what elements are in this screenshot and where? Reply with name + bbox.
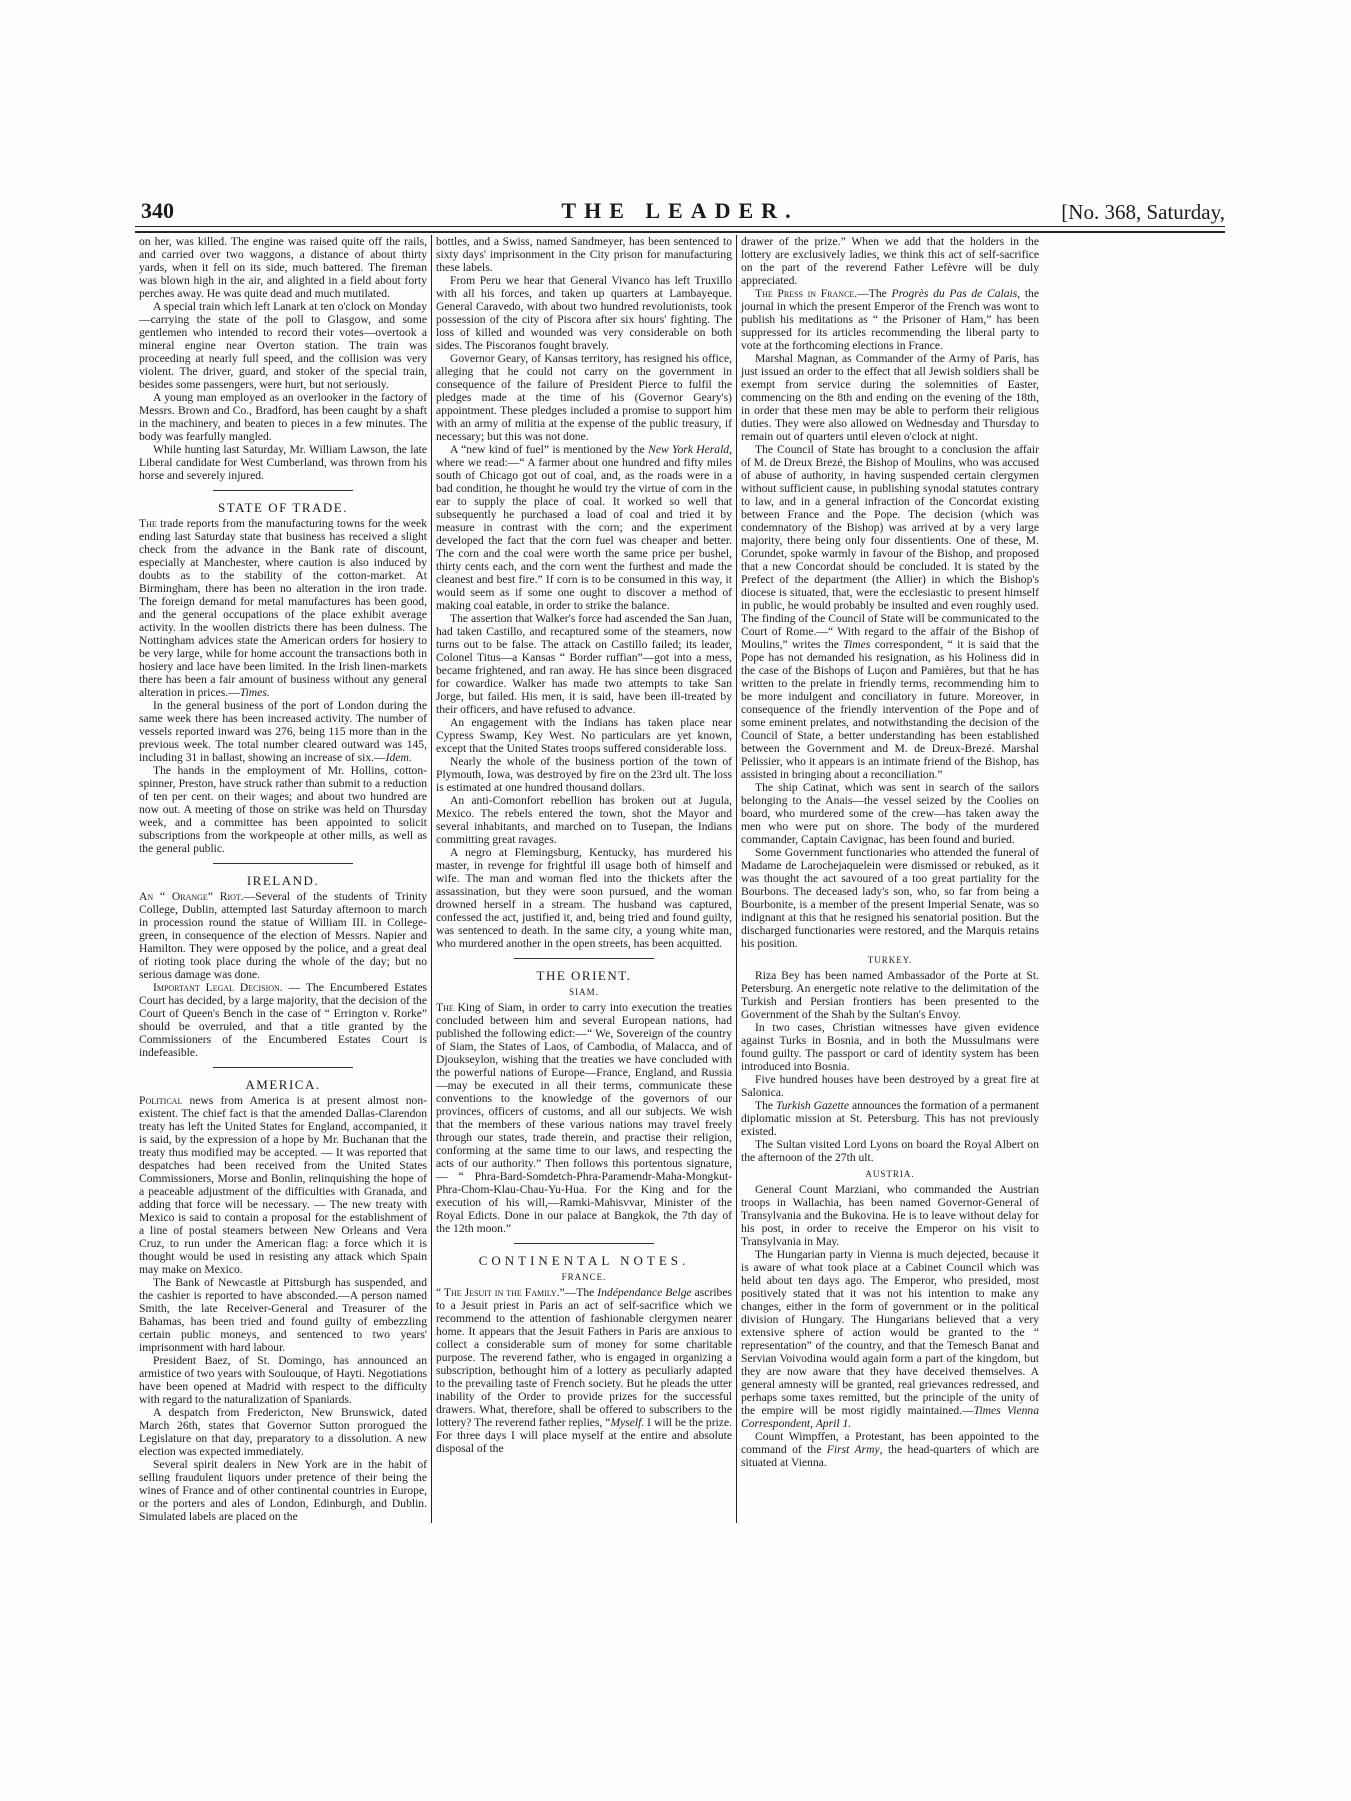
paragraph: General Count Marziani, who commanded the Austrian troops in Wallachia, has been named Governor-General of Transylvania and the Bukovina. He is to leave without delay for his post, in order to receive the Emperor on his visit to Transylvania in May. [741,1183,1039,1248]
paragraph [436,1286,732,1455]
paragraph [436,443,732,612]
paragraph: Nearly the whole of the business portion of the town of Plymouth, Iowa, was destroyed by fire on the 23rd ult. The loss is estimated at one hundred thousand dollars. [436,755,732,794]
paragraph-text: King of Siam, in order to carry into execution the treaties concluded between him and several European nations, had published the following edict:—“ We, Sovereign of the country of Siam, the States of Laos, of Cambodia, of Malacca, and of Djoukseylon, wishing that the treaties we have concluded with the powerful nations of Europe—France, England, and Russia—may be executed in all their terms, communicate these conventions to the knowledge of the governors of our provinces, officers of customs, and all our subjects. We wish that the members of these various nations may travel freely through our states, trade therein, and practise their religion, conforming at the same time to our laws, and respecting the acts of our authority.” Then follows this portentous signature, — “ Phra-Bard-Somdetch-Phra-Paramendr-Maha-Mongkut-Phra-Chom-Klau-Chau-Yu-Hua. For the King and for the execution of his will,—Ramki-Mahisvvar, Minister of the Royal Edicts. Done in our palace at Bangkok, the 7th day of the 12th moon.” [436,1001,732,1235]
lead-title: An “ Orange” Riot. [139,890,244,903]
column-2 [431,235,736,1523]
subheading-siam: SIAM. [569,987,599,997]
column-3 [736,235,1043,1523]
paragraph [741,443,1039,781]
emphasis: Myself. [610,1416,645,1429]
paragraph: An engagement with the Indians has taken place near Cypress Swamp, Key West. No particulars are yet known, except that the United States troops suffered considerable loss. [436,716,732,755]
paragraph: drawer of the prize.” When we add that the holders in the lottery are exclusively ladies, we think this act of self-sacrifice on the part of the reverend Father Lefèvre will be duly appreciated. [741,235,1039,287]
paragraph: An anti-Comonfort rebellion has broken out at Jugula, Mexico. The rebels entered the town, shot the Mayor and several inhabitants, and marched on to Tusepan, the Indians committing great ravages. [436,794,732,846]
paragraph-text: trade reports from the manufacturing towns for the week ending last Saturday state that business has received a slight check from the advance in the Bank rate of discount, especially at Manchester, where caution is also induced by doubts as to the stability of the cotton-market. At Birmingham, there has been no alteration in the iron trade. The foreign demand for metal manufactures has been good, and the general occupations of the place exhibit average activity. In the woollen districts there has been dulness. The Nottingham advices state the American orders for hosiery to be very large, while for home account the transactions both in hosiery and lace have been limited. In the Irish linen-markets there has been a fair amount of business without any general alteration in prices.— [139,517,427,699]
paragraph-text: A “new kind of fuel” is mentioned by the [450,443,649,456]
paragraph: Marshal Magnan, as Commander of the Army of Paris, has just issued an order to the effect that all Jewish soldiers shall be exempt from service during the solemnities of Easter, commencing on the 8th and ending on the evening of the 18th, in order that these men may be able to perform their religious duties. They were also allowed on Wednesday and Thursday to remain out of quarters until eleven o'clock at night. [741,352,1039,443]
source-citation: Progrès du Pas de Calais [891,287,1018,300]
paragraph-text: In the general business of the port of London during the same week there has been increased activity. The number of vessels reported inward was 276, being 115 more than in the previous week. The total number cleared outward was 145, including 31 in ballast, showing an increase of six.— [139,699,427,764]
source-citation: Indépendance Belge [597,1286,692,1299]
section-divider [213,863,353,864]
section-heading-state-of-trade: STATE OF TRADE. [218,500,348,515]
section-divider [514,1243,654,1244]
source-citation: New York Herald [648,443,730,456]
paragraph [139,699,427,764]
issue-info: [No. 368, Saturday, [1061,200,1225,224]
paragraph: A despatch from Fredericton, New Brunswick, dated March 26th, states that Governor Sutton prorogued the Legislature on that day, preparatory to a dissolution. A new election was expected immediately. [139,1406,427,1458]
paragraph-text: , where we read:—“ A farmer about one hundred and fifty miles south of Chicago got out of coal, and, as the roads were in a bad condition, he thought he would try the virtue of corn in the ear to supply the place of coal. It worked so well that subsequently he purchased a load of coal and tried it by measure in contrast with the corn; and the experiment developed the fact that the corn fuel was cheaper and better. The corn and the coal were worth the same price per bushel, thirty cents each, and the corn went the furthest and made the cleanest and best fire.” If corn is to be consumed in this way, it would seem as if some one ought to discover a method of making coal eatable, in order to strike the balance. [436,443,733,612]
paragraph: The assertion that Walker's force had ascended the San Juan, had taken Castillo, and recaptured some of the steamers, now turns out to be false. The attack on Castillo failed; its leader, Colonel Titus—a Kansas “ Border ruffian”—got into a mess, became frightened, and ran away. He has since been disgraced for cowardice. Walker has made two attempts to take San Jorge, but failed. His men, it is said, have been ill-treated by their officers, and have refused to advance. [436,612,732,716]
paragraph [741,287,1039,352]
page-number: 340 [141,198,174,223]
paragraph [436,1001,732,1235]
paragraph: Governor Geary, of Kansas territory, has resigned his office, alleging that he could not carry on the government in consequence of the failure of President Pierce to fulfil the pledges made at the time of his (Governor Geary's) appointment. These pledges included a promise to support him with an army of militia at the expense of the public treasury, if necessary; but this was not done. [436,352,732,443]
paragraph-text: announces the formation of a permanent diplomatic mission at St. Petersburg. This has not previously existed. [741,1099,1039,1138]
paragraph: on her, was killed. The engine was raised quite off the rails, and carried over two waggons, a distance of about thirty yards, when it fell on its side, much battered. The fireman was blown high in the air, and alighted in a field about forty perches away. He was quite dead and much mutilated. [139,235,427,300]
paragraph-text: , the head-quarters of which are situated at Vienna. [741,1443,1039,1469]
paragraph: While hunting last Saturday, Mr. William Lawson, the late Liberal candidate for West Cumberland, was thrown from his horse and severely injured. [139,443,427,482]
paragraph [741,1248,1039,1430]
paragraph-text: , the journal in which the present Emperor of the French was wont to publish his meditations as “ the Prisoner of Ham,” has been suppressed for its articles recommending the liberal party to vote at the forthcoming elections in France. [741,287,1039,352]
paragraph: From Peru we hear that General Vivanco has left Truxillo with all his forces, and taken up quarters at Lambayeque. General Caravedo, with about two hundred revolutionists, took possession of the city of Piscora after six hours' fighting. The loss of killed and wounded was very considerable on both sides. The Piscoranos fought bravely. [436,274,732,352]
paragraph: Several spirit dealers in New York are in the habit of selling fraudulent liquors under pretence of their being the wines of France and of other continental countries in Europe, or the porters and ales of London, Edinburgh, and Dublin. Simulated labels are placed on the [139,1458,427,1523]
paragraph: bottles, and a Swiss, named Sandmeyer, has been sentenced to sixty days' imprisonment in the City prison for manufacturing these labels. [436,235,732,274]
paragraph: The Sultan visited Lord Lyons on board the Royal Albert on the afternoon of the 27th ult. [741,1138,1039,1164]
source-citation: Idem. [385,751,412,764]
paragraph: The ship Catinat, which was sent in search of the sailors belonging to the Anais—the vessel seized by the Coolies on board, who murdered some of the crew—has taken away the men who were put on shore. The body of the murdered commander, Captain Cavignac, has been found and buried. [741,781,1039,846]
newspaper-title: THE LEADER. [561,198,799,223]
emphasis: First Army [826,1443,880,1456]
source-citation: Times. [239,686,270,699]
paragraph [139,1094,427,1276]
section-heading-ireland: IRELAND. [246,873,320,888]
subheading-france: FRANCE. [561,1272,607,1282]
paragraph: President Baez, of St. Domingo, has announced an armistice of two years with Soulouque, of Hayti. Negotiations have been opened at Madrid with respect to the difficulty with regard to the naturalization of Spaniards. [139,1354,427,1406]
paragraph: A negro at Flemingsburg, Kentucky, has murdered his master, in revenge for frightful ill usage both of himself and wife. The man and woman fled into the thickets after the assassination, but they were soon pursued, and the woman drowned herself in a stream. The husband was captured, confessed the act, justified it, and, being tried and found guilty, was sentenced to death. In the same city, a young white man, who murdered another in the open streets, has been acquitted. [436,846,732,950]
masthead [135,198,1225,222]
source-citation: Turkish Gazette [775,1099,850,1112]
section-heading-continental-notes: CONTINENTAL NOTES. [478,1253,690,1268]
lead-title: The Press in France. [755,287,858,300]
paragraph-text: correspondent, “ it is said that the Pope has not demanded his resignation, as his Holiness did in the case of the Bishops of Luçon and Pamières, but that he has written to the prelate in friendly terms, recommending him to be more indulgent and conciliatory in future. Moreover, in consequence of the friendly intervention of the Pope and of some eminent prelates, and notwithstanding the decision of the Council of State, a better understanding has been established between the Government and M. de Dreux-Brezé. Marshal Pelissier, who it appears is an intimate friend of the Bishop, has assisted in bringing about a reconciliation.” [741,638,1039,781]
newspaper-page [135,198,1225,1523]
source-citation: Times Vienna Correspondent, April 1. [741,1404,1040,1430]
paragraph: The hands in the employment of Mr. Hollins, cotton-spinner, Preston, have struck rather than submit to a reduction of ten per cent. on their wages; and about two hundred are now out. A meeting of those on strike was held on Thursday week, and a committee has been appointed to solicit subscriptions from the workpeople at other mills, as well as the general public. [139,764,427,855]
paragraph-text: The [755,1099,776,1112]
section-divider [213,1067,353,1068]
section-divider [514,958,654,959]
paragraph-text: —The [857,287,892,300]
paragraph-text: The Hungarian party in Vienna is much dejected, because it is aware of what took place at a Cabinet Council which was held about ten days ago. The Emperor, who presided, most positively stated that it was not his intention to make any changes, either in the form of government or in the political division of Hungary. The Hungarians believed that a very extensive sphere of action would be granted to the “ representation” of the country, and that the Temesch Banat and Servian Voivodina would again form a part of the kingdom, but they are now aware that they have deceived themselves. A general amnesty will be granted, real grievances redressed, and perhaps some taxes remitted, but the principle of the unity of the empire will be most rigidly maintained.— [741,1248,1039,1417]
paragraph: Five hundred houses have been destroyed by a great fire at Salonica. [741,1073,1039,1099]
lead-word: Political [139,1094,183,1107]
lead-word: The [139,517,157,530]
paragraph-text: news from America is at present almost non-existent. The chief fact is that the amended Dallas-Clarendon treaty has left the United States for England, accompanied, it is said, by the expression of a hope by Mr. Buchanan that the treaty thus modified may be accepted. — It was reported that despatches had been received from the United States Commissioners, Morse and Bonlin, relinquishing the hope of a peaceable adjustment of the difficulties with Granada, and adding that force will be necessary. — The new treaty with Mexico is said to contain a proposal for the establishment of a line of postal steamers between New Orleans and Vera Cruz, to run under the American flag: a force which it is thought would be used in resisting any attack which Spain may make on Mexico. [139,1094,427,1276]
subheading-austria: AUSTRIA. [865,1169,915,1179]
paragraph: A young man employed as an overlooker in the factory of Messrs. Brown and Co., Bradford, has been caught by a shaft in the machinery, and beaten to pieces in a few minutes. The body was fearfully mangled. [139,391,427,443]
masthead-rule [135,226,1225,233]
columns [135,235,1225,1523]
paragraph-text: — The Encumbered Estates Court has decided, by a large majority, that the decision of the Court of Queen's Bench in the case of “ Errington v. Rorke” should be overruled, and that a title granted by the Commissioners of the Encumbered Estates Court is indefeasible. [139,981,428,1059]
paragraph: The Bank of Newcastle at Pittsburgh has suspended, and the cashier is reported to have absconded.—A person named Smith, the late Receiver-General and Treasurer of the Bahamas, has been tried and found guilty of embezzling certain public moneys, and sentenced to two years' imprisonment with hard labour. [139,1276,427,1354]
paragraph [741,1430,1039,1469]
paragraph-text: I will be the prize. For three days I will place myself at the entire and absolute disposal of the [436,1416,732,1455]
lead-title: Important Legal Decision. [153,981,283,994]
paragraph-text: The Council of State has brought to a conclusion the affair of M. de Dreux Brezé, the Bishop of Moulins, who was accused of abuse of authority, in having suspended certain clergymen without sufficient cause, in publishing synodal statutes contrary to law, and in a general infraction of the Concordat existing between France and the Pope. The decision (which was condemnatory of the Bishop) was arrived at by a very large majority, there being only four dissentients. One of these, M. Corundet, spoke warmly in favour of the Bishop, and proposed that a new Concordat should be concluded. It is stated by the Prefect of the department (the Allier) in which the Bishop's diocese is situated, that, were the ecclesiastic to present himself in public, he would probably be insulted and even roughly used. The finding of the Council of State will be communicated to the Court of Rome.—“ With regard to the affair of the Bishop of Moulins,” writes the [741,443,1039,651]
lead-word: The [436,1001,454,1014]
paragraph: Riza Bey has been named Ambassador of the Porte at St. Petersburg. An energetic note relative to the delimitation of the Turkish and Persian frontiers has been presented to the Government of the Shah by the Sultan's Envoy. [741,969,1039,1021]
paragraph: A special train which left Lanark at ten o'clock on Monday—carrying the state of the poll to Glasgow, and some gentlemen who intended to record their votes—overtook a mineral engine near Overton station. The train was proceeding at nearly full speed, and the collision was very violent. The driver, guard, and stoker of the special train, besides some passengers, were hurt, but not seriously. [139,300,427,391]
source-citation: Times [843,638,871,651]
paragraph [139,981,427,1059]
lead-title: “ The Jesuit in the Family.” [436,1286,565,1299]
paragraph: Some Government functionaries who attended the funeral of Madame de Larochejaquelein were dismissed or rebuked, as it was thought the act savoured of a too great partiality for the Bourbons. The deceased lady's son, who, so far from being a Bourbonite, is a member of the present Imperial Senate, was so indignant at this that he resigned his senatorial position. But the discharged functionaries were restored, and the Marquis retains his position. [741,846,1039,950]
paragraph-text: —The [564,1286,598,1299]
paragraph [139,890,427,981]
paragraph-text: —Several of the students of Trinity College, Dublin, attempted last Saturday afternoon to march in procession round the statue of William III. in College-green, in consequence of the election of Messrs. Napier and Hamilton. They were opposed by the police, and a great deal of rioting took place during the whole of the day; but no serious damage was done. [139,890,427,981]
paragraph [139,517,427,699]
column-1 [135,235,431,1523]
subheading-turkey: TURKEY. [867,955,913,965]
paragraph-text: ascribes to a Jesuit priest in Paris an act of self-sacrifice which we recommend to the attention of fashionable clergymen nearer home. It appears that the Jesuit Fathers in Paris are anxious to collect a considerable sum of money for some charitable purpose. The reverend father, who is engaged in organizing a subscription, bethought him of a lottery as peculiarly adapted to the prevailing taste of French society. But he pleads the utter inability of the Order to provide prizes for the successful drawers. What, therefore, shall be offered to subscribers to the lottery? The reverend father replies, “ [436,1286,732,1429]
section-divider [213,490,353,491]
paragraph-text: Count Wimpffen, a Protestant, has been appointed to the command of the [741,1430,1039,1456]
section-heading-orient: THE ORIENT. [536,968,632,983]
section-heading-america: AMERICA. [245,1077,321,1092]
paragraph: In two cases, Christian witnesses have given evidence against Turks in Bosnia, and in both the Mussulmans were found guilty. The passport or card of identity system has been introduced into Bosnia. [741,1021,1039,1073]
paragraph [741,1099,1039,1138]
